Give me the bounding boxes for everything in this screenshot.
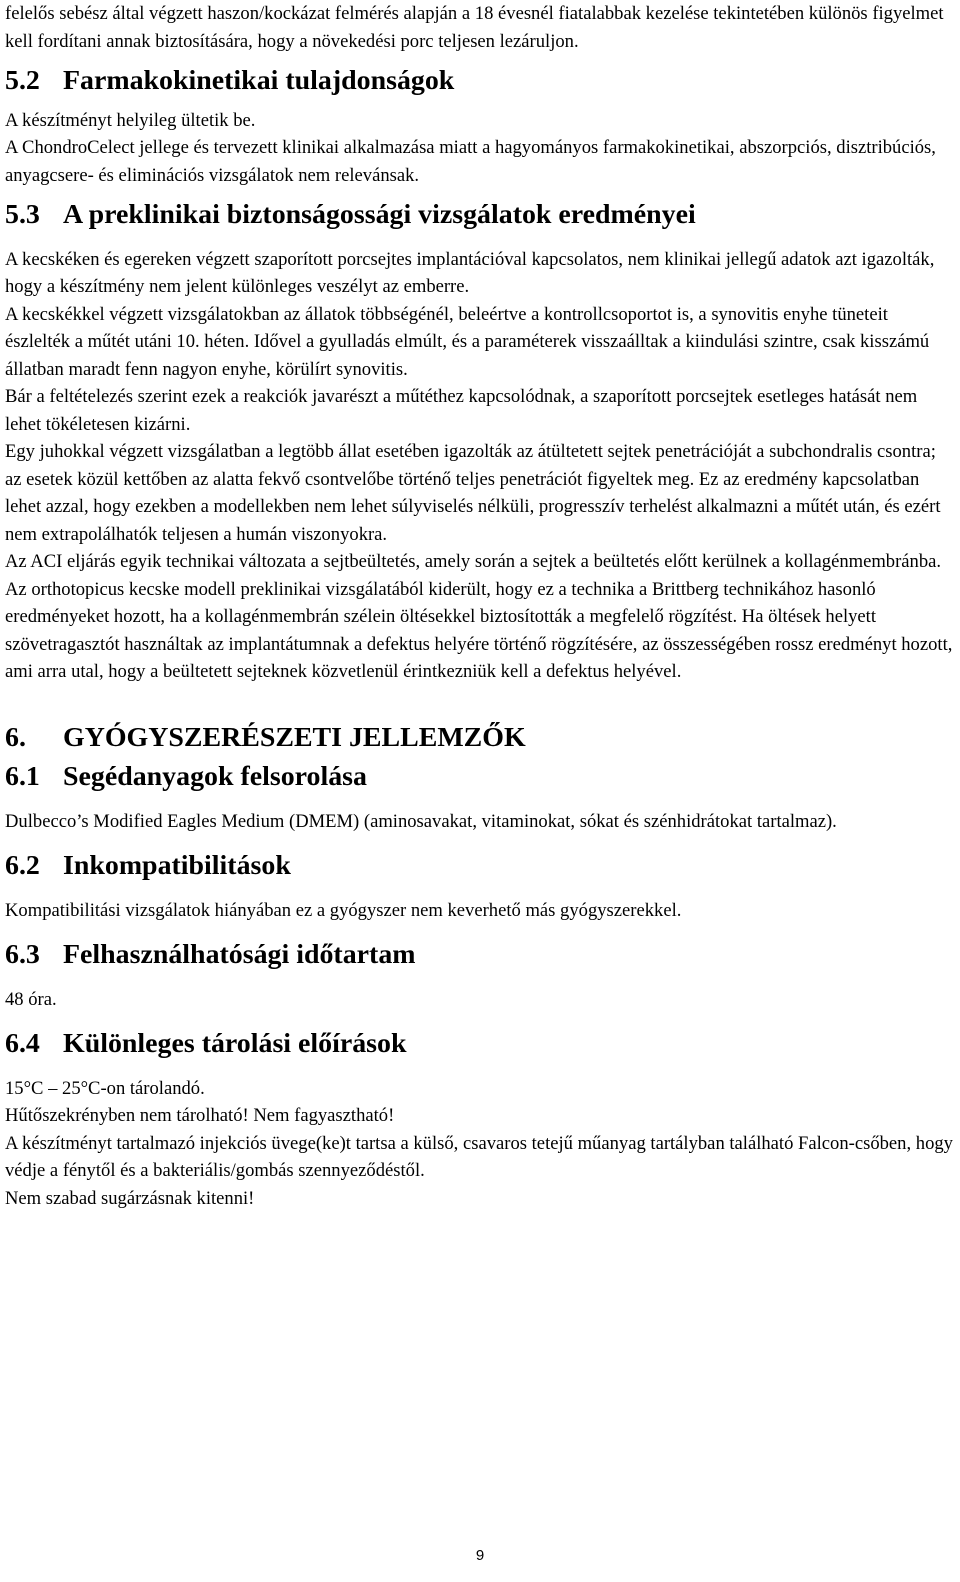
paragraph: A ChondroCelect jellege és tervezett klinikai alkalmazása miatt a hagyományos farmakokinetikai, abszorpciós, disztribúciós, anyagcsere- és eliminációs vizsgálatok nem relevánsak. <box>5 137 936 186</box>
section-number: 5.2 <box>5 65 40 96</box>
section-title: Farmakokinetikai tulajdonságok <box>63 65 455 96</box>
section-5-2-heading <box>5 67 955 95</box>
section-6-1-heading <box>5 763 955 791</box>
paragraph: A készítményt helyileg ültetik be. <box>5 109 256 131</box>
paragraph: Hűtőszekrényben nem tárolható! Nem fagyasztható! <box>5 1105 395 1126</box>
section-number: 6.2 <box>5 850 40 881</box>
paragraph: A kecskéken és egereken végzett szaporított porcsejtes implantációval kapcsolatos, nem klinikai jellegű adatok azt igazolták, hogy a készítmény nem jelent különleges veszélyt az emberre. <box>5 248 935 297</box>
section-number: 5.3 <box>5 199 40 230</box>
section-title: Segédanyagok felsorolása <box>63 761 367 792</box>
section-6-heading <box>5 721 955 753</box>
paragraph: A kecskékkel végzett vizsgálatokban az állatok többségénél, beleértve a kontrollcsoportot is, a synovitis enyhe tüneteit észlelték a műtét utáni 10. héten. Idővel a gyulladás elmúlt, és a paraméterek visszaálltak a kiindulási szintre, csak kisszámú állatban maradt fenn nagyon enyhe, körülírt synovitis. <box>5 303 930 380</box>
section-title: Felhasználhatósági időtartam <box>63 939 416 970</box>
section-number: 6.1 <box>5 761 40 792</box>
page-number: 9 <box>475 1547 485 1564</box>
section-title: GYÓGYSZERÉSZETI JELLEMZŐK <box>63 721 526 753</box>
paragraph: Az ACI eljárás egyik technikai változata a sejtbeültetés, amely során a sejtek a beültetés előtt kerülnek a kollagénmembránba. Az orthotopicus kecske modell preklinikai vizsgálatából kiderült, hogy ez a technika a Brittberg technikához hasonló eredményeket hozott, ha a kollagénmembrán szélein öltésekkel biztosították a megfelelő rögzítést. Ha öltések helyett szövetragasztót használtak az implantátumnak a defektus helyére történő rögzítésére, az összességében rossz eredményt hozott, ami arra utal, hogy a beültetett sejteknek közvetlenül érintkezniük kell a defektus helyével. <box>5 551 953 682</box>
document-page <box>5 0 955 1212</box>
paragraph: Egy juhokkal végzett vizsgálatban a legtöbb állat esetében igazolták az átültetett sejtek penetrációját a subchondralis csontra; az esetek közül kettőben az alatta fekvő csontvelőbe történő teljes penetrációt figyeltek meg. Ez az eredmény kapcsolatban lehet azzal, hogy ezekben a modellekben nem lehet súlyviselés nélküli, progresszív terhelést alkalmazni a műtét után, és ezért nem extrapolálhatók teljesen a humán viszonyokra. <box>5 441 941 545</box>
section-number: 6. <box>5 721 26 753</box>
paragraph: A készítményt tartalmazó injekciós üvege(ke)t tartsa a külső, csavaros tetejű műanyag tartályban található Falcon-csőben, hogy védje a fénytől és a bakteriális/gombás szennyeződéstől. <box>5 1132 953 1181</box>
section-number: 6.4 <box>5 1028 40 1059</box>
section-6-4-heading <box>5 1030 955 1058</box>
paragraph: Dulbecco’s Modified Eagles Medium (DMEM) (aminosavakat, vitaminokat, sókat és szénhidrátokat tartalmaz). <box>5 810 837 832</box>
section-title: Különleges tárolási előírások <box>63 1028 407 1059</box>
paragraph: Nem szabad sugárzásnak kitenni! <box>5 1187 255 1209</box>
section-6-2-heading <box>5 852 955 880</box>
paragraph: Kompatibilitási vizsgálatok hiányában ez a gyógyszer nem keverhető más gyógyszerekkel. <box>5 899 682 921</box>
intro-continuation-paragraph: felelős sebész által végzett haszon/kockázat felmérés alapján a 18 évesnél fiatalabbak kezelése tekintetében különös figyelmet kell fordítani annak biztosítására, hogy a növekedési porc teljesen lezáruljon. <box>5 3 944 52</box>
paragraph: 48 óra. <box>5 988 57 1010</box>
section-title: Inkompatibilitások <box>63 850 291 881</box>
section-title: A preklinikai biztonságossági vizsgálatok eredményei <box>63 199 696 230</box>
paragraph: Bár a feltételezés szerint ezek a reakciók javarészt a műtéthez kapcsolódnak, a szaporított porcsejtek esetleges hatását nem lehet tökéletesen kizárni. <box>5 386 918 435</box>
section-number: 6.3 <box>5 939 40 970</box>
section-6-3-heading <box>5 941 955 969</box>
paragraph: 15°C – 25°C-on tárolandó. <box>5 1077 205 1099</box>
section-5-3-heading <box>5 201 955 229</box>
